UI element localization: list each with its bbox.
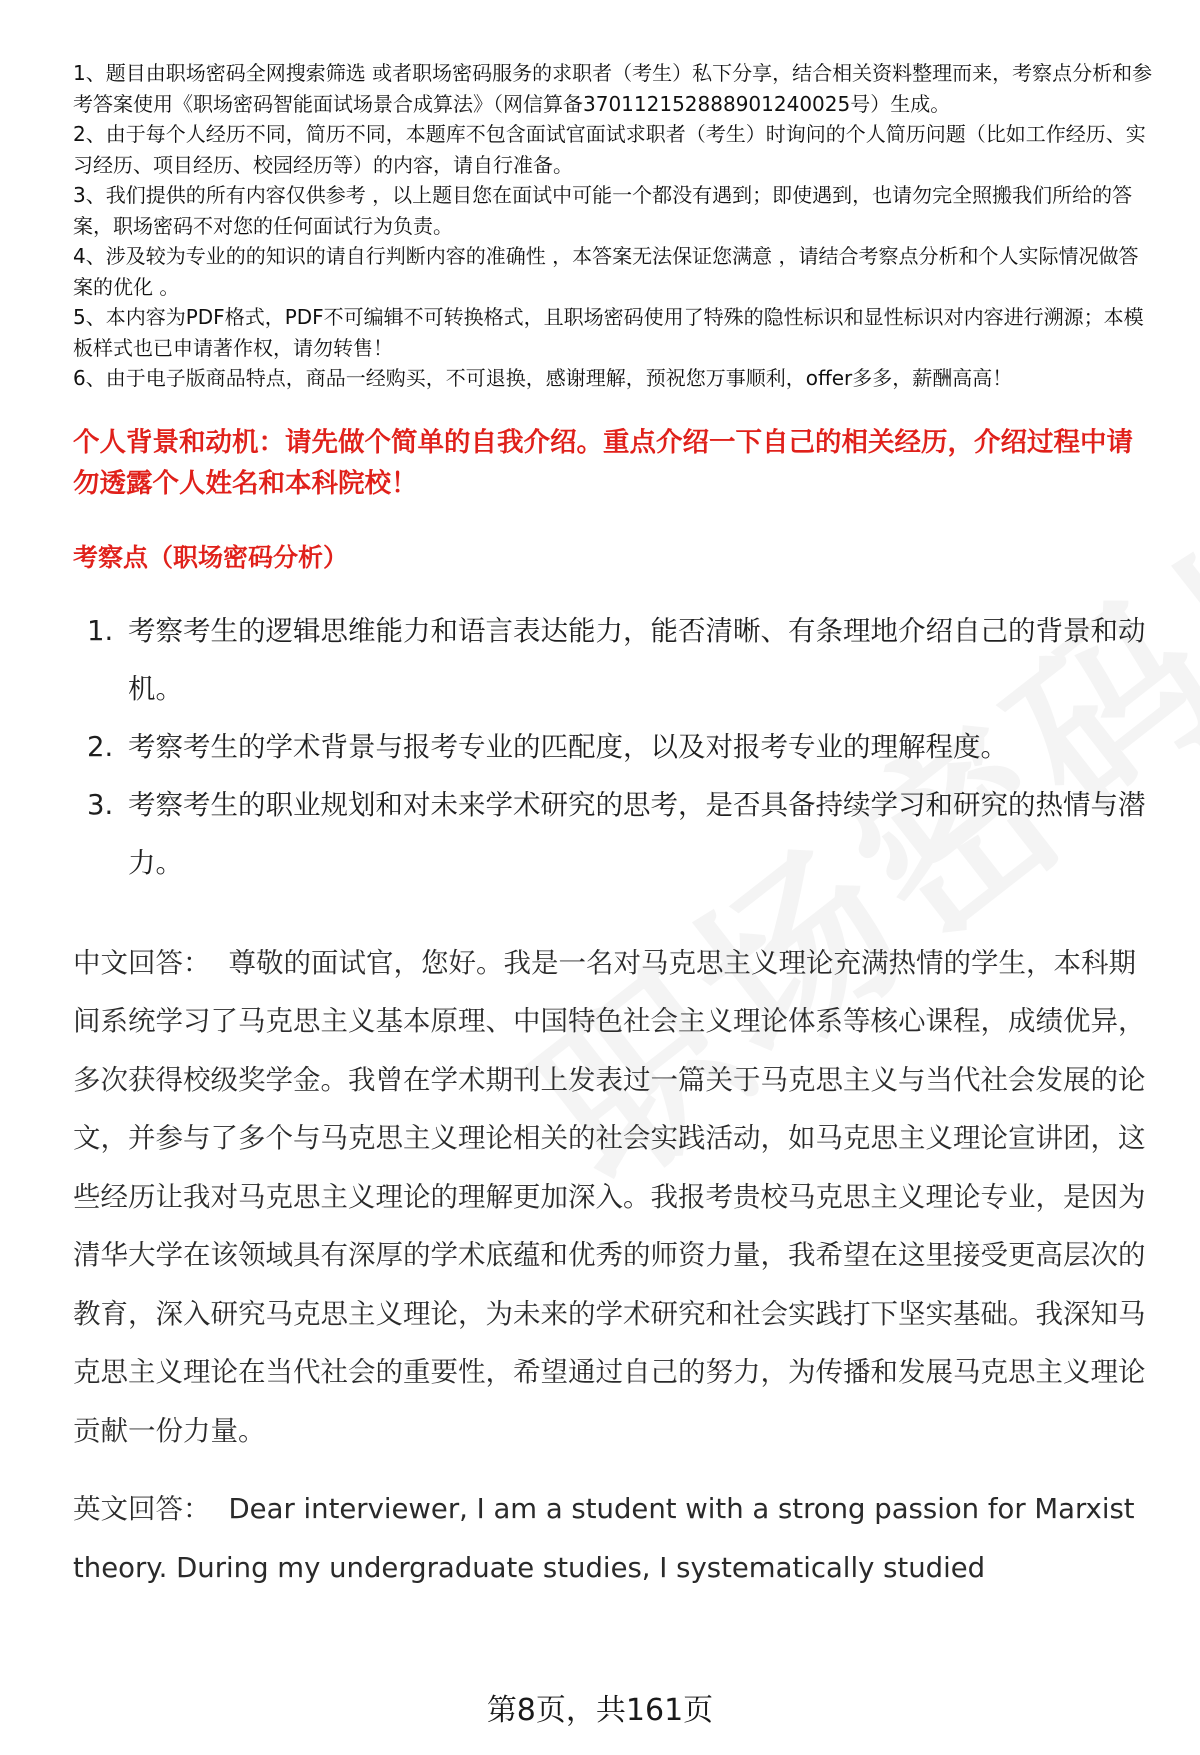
analysis-point (73, 776, 1153, 892)
notice-item: 3、我们提供的所有内容仅供参考 ，以上题目您在面试中可能一个都没有遇到；即使遇到，也请勿完全照搬我们所给的答案，职场密码不对您的任何面试行为负责。 (73, 183, 1133, 238)
answer-chinese-text: 尊敬的面试官，您好。我是一名对马克思主义理论充满热情的学生，本科期间系统学习了马克思主义基本原理、中国特色社会主义理论体系等核心课程，成绩优异，多次获得校级奖学金。我曾在学术期刊上发表过一篇关于马克思主义与当代社会发展的论文，并参与了多个与马克思主义理论相关的社会实践活动，如马克思主义理论宣讲团，这些经历让我对马克思主义理论的理解更加深入。我报考贵校马克思主义理论专业，是因为清华大学在该领域具有深厚的学术底蕴和优秀的师资力量，我希望在这里接受更高层次的教育，深入研究马克思主义理论，为未来的学术研究和社会实践打下坚实基础。我深知马克思主义理论在当代社会的重要性，希望通过自己的努力，为传播和发展马克思主义理论贡献一份力量。 (73, 946, 1146, 1447)
answer-english (73, 1480, 1153, 1597)
answer-english-label: 英文回答： (73, 1493, 211, 1525)
point-number: 2. (87, 730, 114, 763)
analysis-point (73, 602, 1153, 718)
question-title: 个人背景和动机：请先做个简单的自我介绍。重点介绍一下自己的相关经历，介绍过程中请勿透露个人姓名和本科院校！ (73, 426, 1133, 499)
answer-chinese (73, 934, 1153, 1461)
analysis-points (73, 602, 1153, 892)
notice-item: 2、由于每个人经历不同，简历不同，本题库不包含面试官面试求职者（考生）时询问的个人简历问题（比如工作经历、实习经历、项目经历、校园经历等）的内容，请自行准备。 (73, 122, 1146, 177)
analysis-title: 考察点（职场密码分析） (73, 542, 349, 572)
answer-english-text: Dear interviewer, I am a student with a strong passion for Marxist theory. During my undergraduate studies, I systematically studied (73, 1493, 1135, 1584)
point-number: 1. (87, 614, 114, 647)
notice-item: 6、由于电子版商品特点，商品一经购买，不可退换，感谢理解，预祝您万事顺利，offer多多，薪酬高高！ (73, 366, 1013, 390)
page-content (73, 58, 1153, 1597)
analysis-point (73, 718, 1153, 776)
point-text: 考察考生的逻辑思维能力和语言表达能力，能否清晰、有条理地介绍自己的背景和动机。 (128, 614, 1146, 705)
point-text: 考察考生的职业规划和对未来学术研究的思考，是否具备持续学习和研究的热情与潜力。 (128, 788, 1146, 879)
notice-item: 4、涉及较为专业的的知识的请自行判断内容的准确性 ，本答案无法保证您满意 ，请结合考察点分析和个人实际情况做答案的优化 。 (73, 244, 1139, 299)
point-number: 3. (87, 788, 114, 821)
point-text: 考察考生的学术背景与报考专业的匹配度，以及对报考专业的理解程度。 (128, 730, 1008, 763)
notice-list (73, 58, 1153, 394)
page-footer: 第8页，共161页 (486, 1693, 714, 1728)
notice-item: 1、题目由职场密码全网搜索筛选 或者职场密码服务的求职者（考生）私下分享，结合相关资料整理而来，考察点分析和参考答案使用《职场密码智能面试场景合成算法》（网信算备370112152888901240025号）生成。 (73, 61, 1153, 116)
notice-item: 5、本内容为PDF格式，PDF不可编辑不可转换格式，且职场密码使用了特殊的隐性标识和显性标识对内容进行溯源；本模板样式也已申请著作权，请勿转售！ (73, 305, 1144, 360)
answer-chinese-label: 中文回答： (73, 946, 211, 979)
